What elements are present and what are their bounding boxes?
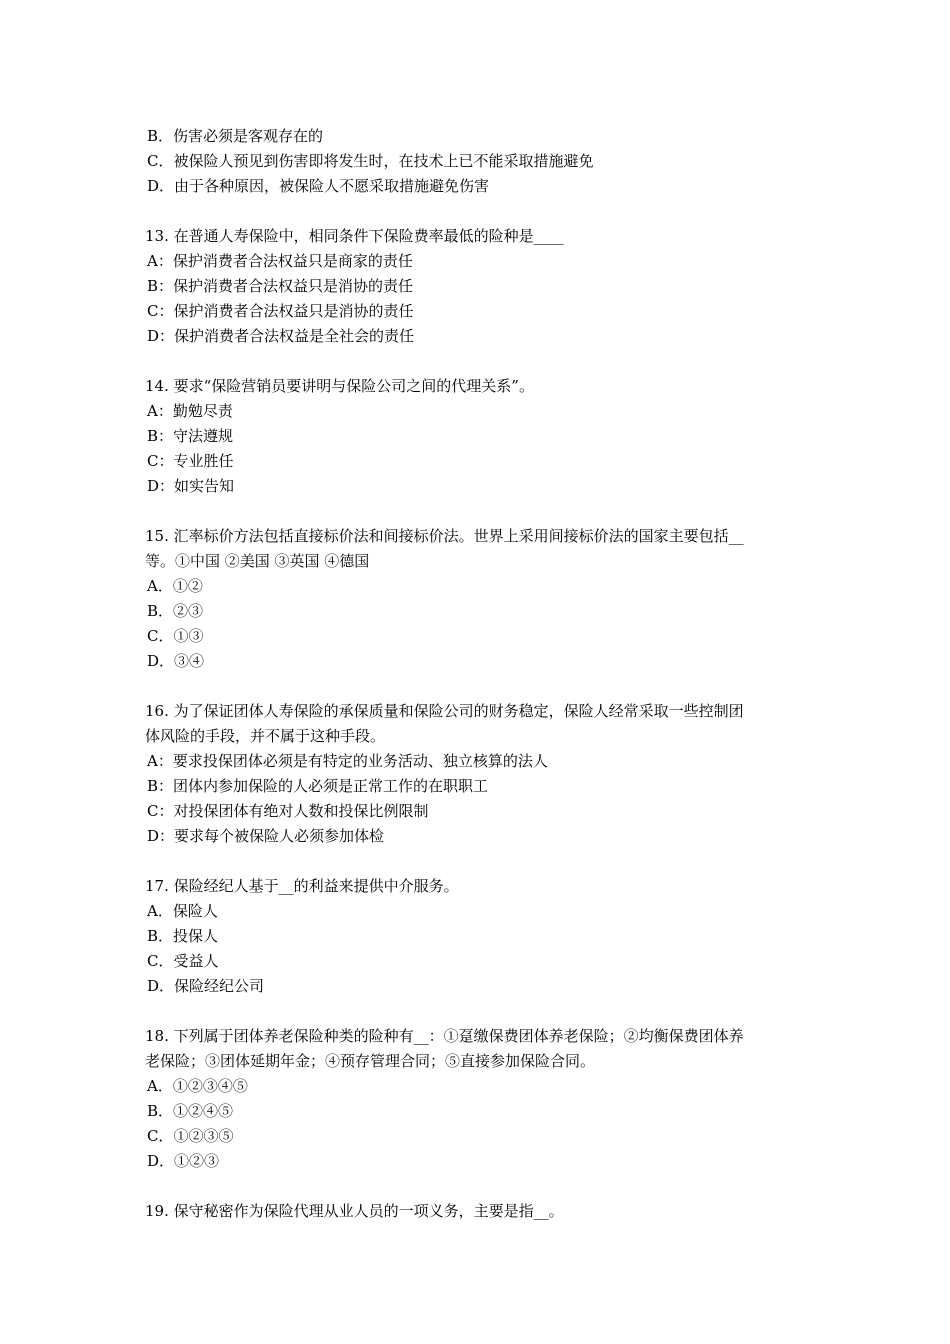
- question-text: 13. 在普通人寿保险中，相同条件下保险费率最低的险种是____: [145, 227, 564, 245]
- question-14: [145, 374, 810, 499]
- option-c: C：对投保团体有绝对人数和投保比例限制: [147, 802, 429, 820]
- option-d: D：如实告知: [147, 477, 235, 495]
- option-d: D．③④: [147, 652, 205, 670]
- option-b: B．②③: [147, 602, 204, 620]
- option-a: A．①②: [147, 577, 203, 595]
- option-c: C．①③: [147, 627, 204, 645]
- option-d: D．由于各种原因，被保险人不愿采取措施避免伤害: [147, 177, 490, 195]
- option-c: C：保护消费者合法权益只是消协的责任: [147, 302, 414, 320]
- question-19: [145, 1199, 810, 1224]
- spacer: [145, 349, 810, 374]
- option-c: C．受益人: [147, 952, 219, 970]
- option-d: D．保险经纪公司: [147, 977, 265, 995]
- question-text-cont: 等。①中国 ②美国 ③英国 ④德国: [145, 552, 370, 570]
- question-13: [145, 224, 810, 349]
- question-text-cont: 体风险的手段，并不属于这种手段。: [145, 727, 386, 745]
- option-d: D：保护消费者合法权益是全社会的责任: [147, 327, 415, 345]
- question-text: 14. 要求“保险营销员要讲明与保险公司之间的代理关系”。: [145, 377, 534, 395]
- option-c: C．被保险人预见到伤害即将发生时，在技术上已不能采取措施避免: [147, 152, 594, 170]
- leading-options: [145, 124, 810, 199]
- spacer: [145, 199, 810, 224]
- question-18: [145, 1024, 810, 1174]
- option-a: A．①②③④⑤: [147, 1077, 248, 1095]
- spacer: [145, 674, 810, 699]
- option-b: B．投保人: [147, 927, 219, 945]
- question-15: [145, 524, 810, 674]
- question-text: 17. 保险经纪人基于__的利益来提供中介服务。: [145, 877, 459, 895]
- spacer: [145, 499, 810, 524]
- question-text: 16. 为了保证团体人寿保险的承保质量和保险公司的财务稳定，保险人经常采取一些控制团: [145, 702, 744, 720]
- option-b: B：守法遵规: [147, 427, 234, 445]
- option-c: C．①②③⑤: [147, 1127, 234, 1145]
- question-text: 19. 保守秘密作为保险代理从业人员的一项义务，主要是指__。: [145, 1202, 564, 1220]
- spacer: [145, 1174, 810, 1199]
- question-text: 15. 汇率标价方法包括直接标价法和间接标价法。世界上采用间接标价法的国家主要包括__: [145, 527, 744, 545]
- option-d: D：要求每个被保险人必须参加体检: [147, 827, 385, 845]
- option-a: A：保护消费者合法权益只是商家的责任: [147, 252, 413, 270]
- question-text: 18. 下列属于团体养老保险种类的险种有__：①趸缴保费团体养老保险；②均衡保费团体养: [145, 1027, 744, 1045]
- option-b: B：保护消费者合法权益只是消协的责任: [147, 277, 414, 295]
- spacer: [145, 999, 810, 1024]
- question-16: [145, 699, 810, 849]
- option-a: A：要求投保团体必须是有特定的业务活动、独立核算的法人: [147, 752, 548, 770]
- question-17: [145, 874, 810, 999]
- option-b: B．①②④⑤: [147, 1102, 234, 1120]
- spacer: [145, 849, 810, 874]
- option-b: B．伤害必须是客观存在的: [147, 127, 324, 145]
- option-a: A：勤勉尽责: [147, 402, 233, 420]
- option-b: B：团体内参加保险的人必须是正常工作的在职职工: [147, 777, 489, 795]
- question-text-cont: 老保险；③团体延期年金；④预存管理合同；⑤直接参加保险合同。: [145, 1052, 596, 1070]
- option-c: C：专业胜任: [147, 452, 234, 470]
- option-d: D．①②③: [147, 1152, 220, 1170]
- document-page: [145, 124, 810, 1224]
- option-a: A．保险人: [147, 902, 218, 920]
